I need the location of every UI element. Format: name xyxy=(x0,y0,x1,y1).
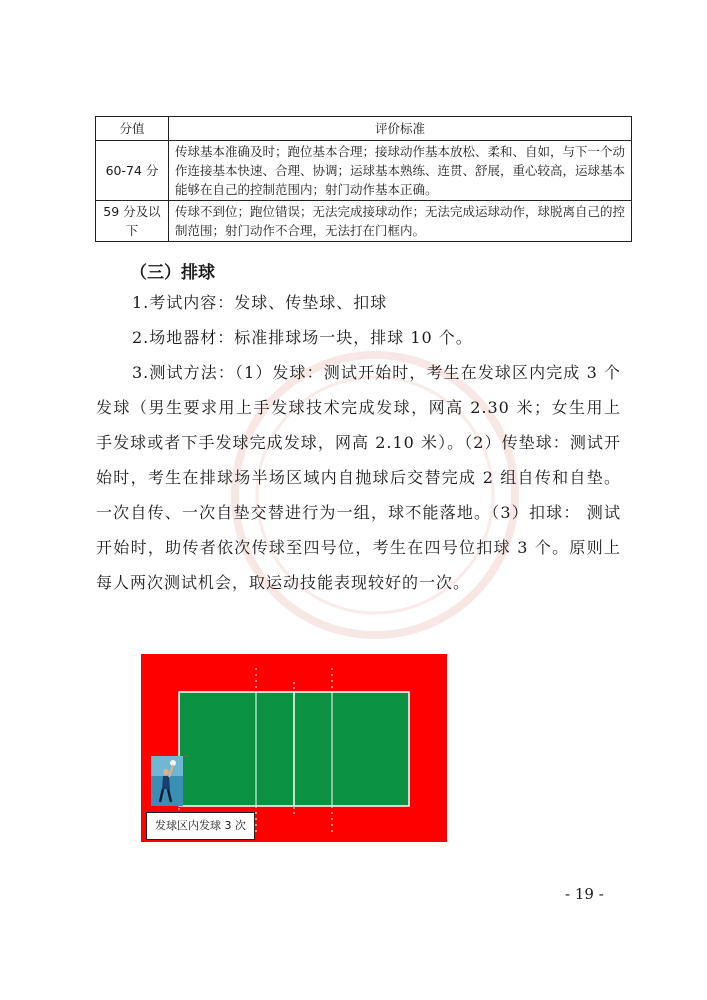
page-number: - 19 - xyxy=(565,885,604,903)
table-cell-score: 60-74 分 xyxy=(96,141,169,201)
figure-caption: 发球区内发球 3 次 xyxy=(146,812,255,840)
table-row xyxy=(96,141,632,201)
table-header-criteria: 评价标准 xyxy=(169,117,632,141)
table-cell-criteria: 传球不到位；跑位错误；无法完成接球动作；无法完成运球动作，球脱离自己的控制范围；射门动作不合理，无法打在门框内。 xyxy=(169,201,632,242)
paragraph-text: 2.场地器材：标准排球场一块，排球 10 个。 xyxy=(132,328,473,347)
table-cell-score: 59 分及以下 xyxy=(96,201,169,242)
table-cell-criteria: 传球基本准确及时；跑位基本合理；接球动作基本放松、柔和、自如，与下一个动作连接基本快速、合理、协调；运球基本熟练、连贯、舒展，重心较高，运球基本能够在自己的控制范围内；射门动作基本正确。 xyxy=(169,141,632,201)
score-table xyxy=(95,116,632,242)
paragraph-item xyxy=(96,320,621,355)
serving-player-image xyxy=(151,756,183,806)
paragraph-text: 3.测试方法：（1）发球：测试开始时，考生在发球区内完成 3 个发球（男生要求用上手发球技术完成发球，网高 2.30 米；女生用上手发球或者下手发球完成发球，网高 2.10 米）。（2）传垫球：测试开始时，考生在排球场半场区域内自抛球后交替完成 2 组自传和自垫。一次自传、一次自垫交替进行为一组，球不能落地。（3）扣球： 测试开始时，助传者依次传球至四号位，考生在四号位扣球 3 个。原则上每人两次测试机会，取运动技能表现较好的一次。 xyxy=(96,363,621,592)
paragraph-item xyxy=(96,285,621,320)
paragraph-text: 1.考试内容：发球、传垫球、扣球 xyxy=(132,293,388,312)
table-header-row xyxy=(96,117,632,141)
section-heading: （三）排球 xyxy=(130,263,215,283)
table-header-score: 分值 xyxy=(96,117,169,141)
table-row xyxy=(96,201,632,242)
paragraph-item xyxy=(96,355,621,600)
